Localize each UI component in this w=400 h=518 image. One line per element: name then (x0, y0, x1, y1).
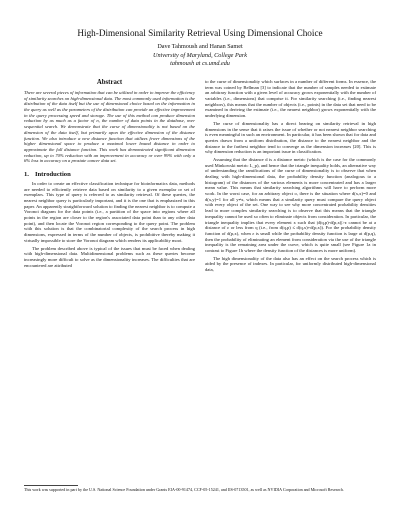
section-number: 1. (24, 170, 29, 178)
right-paragraph-2: The curse of dimensionality has a direct bearing on similarity retrieval in high dimensions in the sense that it raises the issue of whether or not nearest neighbor searching is even meaningful in such an environment. In particular, it has been shown that for data and queries drawn from a uniform distribution, the distance to the nearest neighbor and the distance to the farthest neighbor tend to converge as the dimension increases [20]. This is why dimension reduction is an important issue in classification. (205, 120, 376, 155)
paper-authors: Dave Tahmoush and Hanan Samet (157, 43, 243, 50)
paper-email: tahmoush at cs.umd.edu (170, 60, 230, 67)
right-paragraph-1: to the curse of dimensionality which surfaces in a number of different forms. In essence, the term was coined by Bellman [3] to indicate that the number of samples needed to estimate an arbitrary function with a given level of accuracy grows exponentially with the number of variables (i.e., dimensions) that comprise it. For similarity searching (i.e., finding nearest neighbors), this means that the number of objects (i.e., points) in the data set that need to be examined in deriving the estimate (i.e., the nearest neighbor) grows exponentially with the underlying dimension. (205, 79, 376, 119)
section-heading-introduction (24, 171, 195, 178)
abstract-text: There are several pieces of information that can be utilized in order to improve the efficiency of similarity searches on high-dimensional data. The most commonly used information is the distribution of the data itself but the use of dimensional choice based on the information in the query as well as the parameters of the distribution can provide an effective improvement in the query processing speed and storage. The use of this method can produce dimension reduction by as much as a factor of n, the number of data points in the database, over sequential search. We demonstrate that the curse of dimensionality is not based on the dimension of the data itself, but primarily upon the effective dimension of the distance function. We also introduce a new distance function that utilizes fewer dimensions of the higher dimensional space to produce a maximal lower bound distance in order to approximate the full distance function. This work has demonstrated significant dimension reduction, up to 70% reduction with an improvement in accuracy or over 99% with only a 6% loss in accuracy on a prostate cancer data set. (24, 90, 195, 164)
right-paragraph-3: Assuming that the distance d is a distance metric (which is the case for the commonly used Minkowski metric L_p), and hence that the triangle inequality holds, an alternative way of understanding the ramifications of the curse of dimensionality is to observe that when dealing with high-dimensional data, the probability density function (analogous to a histogram) of the distances of the various elements is more concentrated and has a larger mean value. This means that similarity searching algorithms will have to perform more work. In the worst case, for an arbitrary object o, there is the situation where d(x,x)=0 and d(x,y)=1 for all y≠x, which means that a similarity query must compare the query object with every object of the set. One way to see why more concentrated probability densities lead to more complex similarity searching is to observe that this means that the triangle inequality cannot be used so often to eliminate objects from consideration. In particular, the triangle inequality implies that every element x such that |d(q,p)-d(p,x)|>ε cannot be at a distance of ε or less from q (i.e., from d(q,p) ≤ d(q,x)+d(p,x)). For the probability density function of d(p,x), when ε is small while the probability density function is large at d(p,q), then the probability of eliminating an element from consideration via the use of the triangle inequality is the remaining area under the curve, which is quite small (see Figure 1a in contrast to Figure 1b where the density function of the distances is more uniform). (205, 156, 376, 253)
right-column (205, 79, 376, 275)
paper-title: High-Dimensional Similarity Retrieval Using Dimensional Choice (77, 28, 323, 38)
two-column-body (24, 79, 376, 275)
left-column (24, 79, 195, 275)
paper-affiliation: University of Maryland, College Park (153, 52, 247, 59)
footnote: This work was supported in part by the U.S. National Science Foundation under Grants EIA-00-91474, CCF-05-15241, and IIS-0713501, as well as NVIDIA Corporation and Microsoft Research. (24, 487, 344, 492)
intro-paragraph-1: In order to create an effective classification technique for bioinformatics data, methods are needed to efficiently retrieve data based on similarity to a given exemplar or set of exemplars. This type of query is referred to as similarity retrieval. Of these queries, the nearest neighbor query is particularly important, and it is the one that is emphasized in this paper. An apparently straightforward solution to finding the nearest neighbor is to compute a Voronoi diagram for the data points (i.e., a partition of the space into regions where all points in the region are closer to the region's associated data point than to any other data point), and then locate the Voronoi region corresponding to the query point. The problem with this solution is that the combinatorial complexity of the search process in high dimensions, expressed in terms of the number of objects, is prohibitive thereby making it virtually impossible to store the Voronoi diagram which renders its applicability moot. (24, 180, 195, 243)
right-paragraph-4: The high dimensionality of the data also has an effect on the search process which is aided by the presence of indexes. In particular, for uniformly distributed high-dimensional data, (205, 255, 376, 272)
intro-paragraph-2: The problem described above is typical of the issues that must be faced when dealing with high-dimensional data. Multidimensional problems such as these queries become increasingly more difficult to solve as the dimensionality increases. The difficulties that are encountered are attributed (24, 245, 195, 268)
footnote-rule (24, 485, 78, 486)
section-title: Introduction (34, 170, 71, 178)
abstract-heading: Abstract (96, 79, 123, 86)
